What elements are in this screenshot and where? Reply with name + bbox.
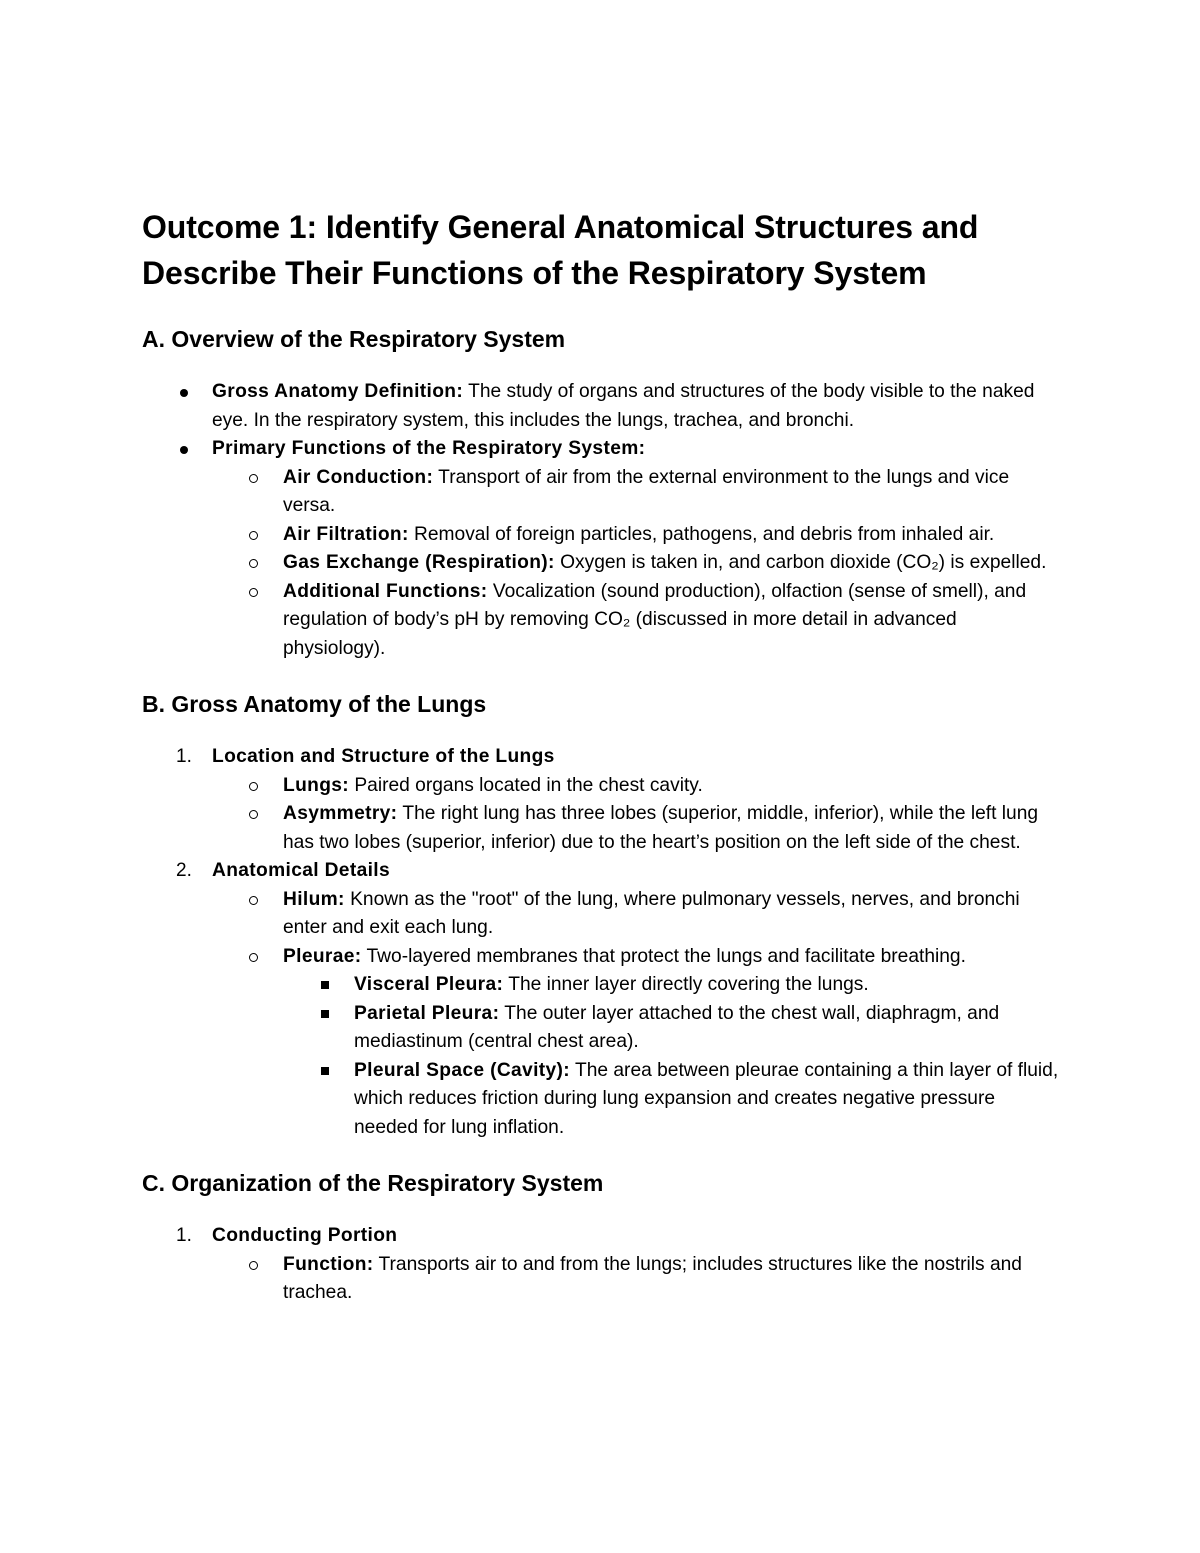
section-organization	[142, 1168, 1062, 1308]
bullet-circle-icon	[249, 896, 258, 905]
bullet-circle-icon	[249, 953, 258, 962]
item-label: Pleurae:	[283, 945, 362, 967]
item-text: Known as the "root" of the lung, where pulmonary vessels, nerves, and bronchi enter and exit each lung.	[283, 888, 1020, 938]
list-item	[142, 886, 1062, 943]
bullet-dot-icon	[180, 446, 188, 454]
item-label: Location and Structure of the Lungs	[212, 746, 555, 767]
item-text: Oxygen is taken in, and carbon dioxide (CO₂) is expelled.	[554, 552, 1047, 573]
document-title: Outcome 1: Identify General Anatomical Structures and Describe Their Functions of the Respiratory System	[142, 209, 979, 291]
item-text: The inner layer directly covering the lungs.	[503, 974, 869, 995]
item-label: Lungs:	[283, 774, 350, 796]
bullet-circle-icon	[249, 810, 258, 819]
list-item	[142, 857, 1062, 886]
item-label: Anatomical Details	[212, 860, 390, 881]
list-item	[142, 435, 1062, 464]
bullet-circle-icon	[249, 782, 258, 791]
item-label: Function:	[283, 1253, 374, 1275]
section-gross-anatomy	[142, 689, 1062, 1142]
list-item	[142, 578, 1062, 664]
bullet-circle-icon	[249, 1261, 258, 1270]
list-item	[142, 971, 1062, 1000]
item-text: Paired organs located in the chest cavity.	[349, 774, 703, 796]
bullet-circle-icon	[249, 531, 258, 540]
list-item	[142, 1000, 1062, 1057]
list-item	[142, 521, 1062, 550]
numbered-list	[142, 743, 1062, 1142]
section-heading: C. Organization of the Respiratory System	[142, 1170, 604, 1196]
item-text: The outer layer attached to the chest wall, diaphragm, and mediastinum (central chest area).	[354, 1002, 1000, 1052]
section-heading: A. Overview of the Respiratory System	[142, 326, 566, 352]
item-label: Hilum:	[283, 888, 345, 910]
list-item	[142, 772, 1062, 801]
bullet-circle-icon	[249, 588, 258, 597]
list-item	[142, 1222, 1062, 1251]
section-overview	[142, 324, 1062, 663]
item-label: Visceral Pleura:	[354, 974, 504, 995]
list-number: 2.	[176, 860, 192, 881]
item-label: Gas Exchange (Respiration):	[283, 552, 555, 573]
item-label: Conducting Portion	[212, 1225, 398, 1246]
item-label: Pleural Space (Cavity):	[354, 1059, 570, 1081]
bullet-list	[142, 378, 1062, 663]
list-number: 1.	[176, 746, 192, 767]
item-text: The right lung has three lobes (superior, middle, inferior), while the left lung has two lobes (superior, inferior) due to the heart’s position on the left side of the chest.	[283, 803, 1039, 853]
bullet-circle-icon	[249, 474, 258, 483]
item-label: Air Filtration:	[283, 523, 409, 545]
item-label: Asymmetry:	[283, 803, 398, 824]
bullet-circle-icon	[249, 559, 258, 568]
list-item	[142, 1251, 1062, 1308]
item-text: Transport of air from the external environment to the lungs and vice versa.	[283, 466, 1010, 516]
list-item	[142, 378, 1062, 435]
item-label: Additional Functions:	[283, 580, 488, 602]
list-item	[142, 1057, 1062, 1143]
numbered-list	[142, 1222, 1062, 1308]
item-label: Primary Functions of the Respiratory System:	[212, 438, 646, 459]
item-label: Parietal Pleura:	[354, 1002, 500, 1024]
item-text: Two-layered membranes that protect the lungs and facilitate breathing.	[361, 945, 966, 967]
list-number: 1.	[176, 1225, 192, 1246]
bullet-dot-icon	[180, 389, 188, 397]
bullet-square-icon	[321, 1010, 329, 1018]
item-text: Transports air to and from the lungs; includes structures like the nostrils and trachea.	[283, 1253, 1022, 1303]
bullet-square-icon	[321, 981, 329, 989]
section-heading: B. Gross Anatomy of the Lungs	[142, 691, 487, 717]
item-text: The study of organs and structures of the body visible to the naked eye. In the respiratory system, this includes the lungs, trachea, and bronchi.	[212, 381, 1035, 431]
list-item	[142, 943, 1062, 972]
item-text: Removal of foreign particles, pathogens, and debris from inhaled air.	[408, 523, 995, 545]
item-label: Gross Anatomy Definition:	[212, 381, 464, 402]
bullet-square-icon	[321, 1067, 329, 1075]
item-text: The area between pleurae containing a thin layer of fluid, which reduces friction during lung expansion and creates negative pressure needed for lung inflation.	[354, 1059, 1059, 1138]
list-item	[142, 800, 1062, 857]
item-label: Air Conduction:	[283, 466, 434, 488]
document-page	[142, 204, 1062, 1334]
item-text: Vocalization (sound production), olfaction (sense of smell), and regulation of body’s pH by removing CO₂ (discussed in more detail in advanced physiology).	[283, 580, 1027, 659]
list-item	[142, 464, 1062, 521]
list-item	[142, 743, 1062, 772]
list-item	[142, 549, 1062, 578]
